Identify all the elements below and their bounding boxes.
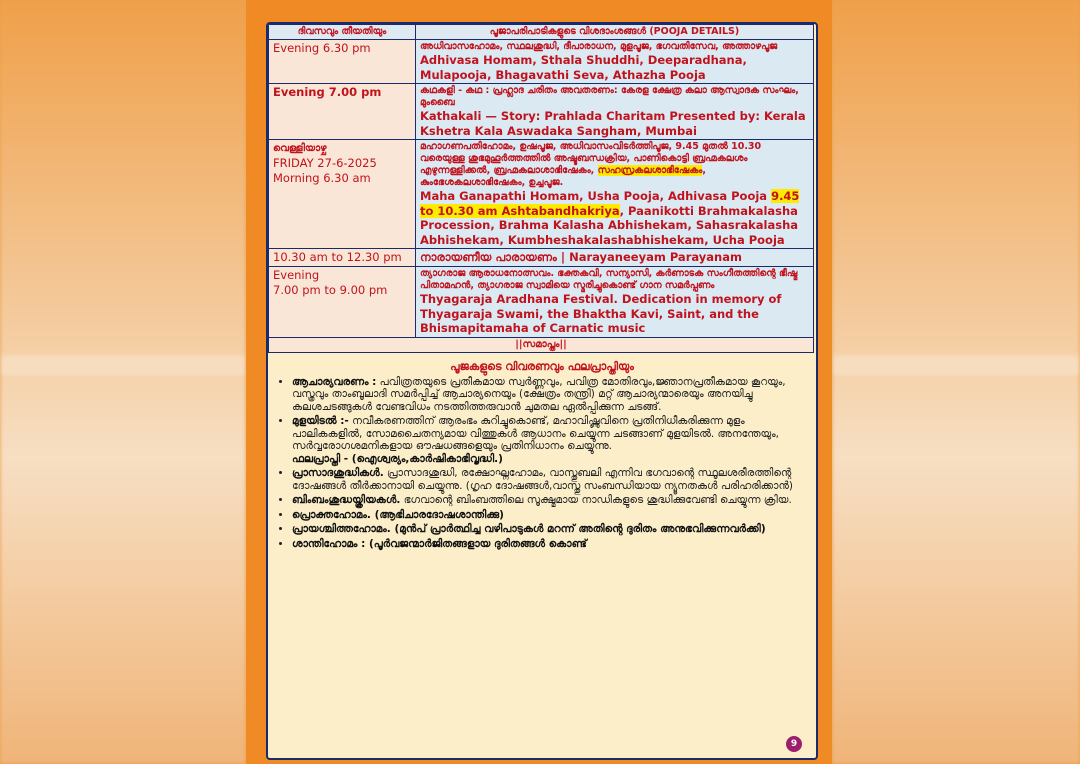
table-row xyxy=(269,249,814,267)
row-details xyxy=(416,140,814,249)
benefits-list xyxy=(276,376,808,551)
item-heading: മുളയിടൽ :- xyxy=(292,415,349,427)
schedule-sheet xyxy=(266,22,818,760)
table-row xyxy=(269,267,814,338)
item-text: നവീകരണത്തിന് ആരംഭം കുറിച്ചുകൊണ്ട്, മഹാവിഷ്ണുവിനെ പ്രതിനിധീകരിക്കുന്ന മുളം പാലികകളിൽ, സോമചൈതന്യമായ വിത്തുകൾ ആധാനം ചെയ്യുന്ന ചടങ്ങാണ് മുളയിടൽ. അനന്തേയും, സർവ്വരോഗശമനികളായ ഔഷധങ്ങളെയും പ്രതിനിധാനം ചെയ്യുന്നു. xyxy=(292,415,779,452)
detail-malayalam: കഥകളി - കഥ : പ്രഹ്ലാദ ചരിതം അവതരണം: കേരള ക്ഷേത്ര കലാ ആസ്വാദക സംഘം, മുംബൈ xyxy=(420,85,799,108)
table-end-row xyxy=(269,337,814,352)
time-line: FRIDAY 27-6-2025 xyxy=(273,156,377,170)
list-item xyxy=(292,494,808,507)
row-details xyxy=(416,249,814,267)
table-row xyxy=(269,84,814,140)
item-text: പ്രാസാദശുദ്ധി, രക്ഷോഘ്നഹോമം, വാസ്തുബലി എന്നിവ ഭഗവാന്റെ സ്ഥൂലശരീരത്തിന്റെ ദോഷങ്ങൾ തീർക്കാനായി ചെയ്യുന്നു. (ഗൃഹ ദോഷങ്ങൾ,വാസ്തു സംബന്ധിയായ ന്യൂനതകൾ പരിഹരിക്കാൻ) xyxy=(292,467,794,492)
background-band xyxy=(0,355,246,375)
row-details xyxy=(416,267,814,338)
table-header-row xyxy=(269,25,814,40)
row-time xyxy=(269,40,416,84)
item-text: ഭഗവാന്റെ ബിംബത്തിലെ സൂക്ഷ്മമായ നാഡികളുടെ ശുദ്ധിക്കുവേണ്ടി ചെയ്യുന്ന ക്രിയ. xyxy=(400,494,792,506)
row-time xyxy=(269,84,416,140)
item-heading: പ്രായശ്ചിത്തഹോമം. (മുൻപ് പ്രാർത്ഥിച്ച വഴിപാടുകൾ മറന്ന് അതിന്റെ ദുരിതം അനുഭവിക്കുന്നവർക്കി) xyxy=(292,523,766,535)
detail-english: Thyagaraja Aradhana Festival. Dedication in memory of Thyagaraja Swami, the Bhaktha Kavi, Saint, and the Bhismapitamaha of Carnatic music xyxy=(420,292,782,335)
list-item xyxy=(292,467,808,492)
item-heading: ശാന്തിഹോമം : (പൂർവജന്മാർജിതങ്ങളായ ദുരിതങ്ങൾ കൊണ്ട് xyxy=(292,537,587,550)
benefits-title: പൂജകളുടെ വിവരണവും ഫലപ്രാപ്തിയും xyxy=(450,359,634,373)
detail-malayalam: ത്യാഗരാജ ആരാധനോത്സവം. ഭക്തകവി, സന്യാസി, കർണാടക സംഗീതത്തിന്റെ ഭീഷ്മ പിതാമഹൻ, ത്യാഗരാജ സ്വാമിയെ സ്മരിച്ചുകൊണ്ട് ഗാന സമർപ്പണം xyxy=(420,268,798,291)
detail-malayalam: അധിവാസഹോമം, സ്ഥലശുദ്ധി, ദീപാരാധന, മുളപൂജ, ഭഗവതിസേവ, അത്താഴപൂജ xyxy=(420,41,778,52)
list-item xyxy=(292,376,808,414)
detail-single: നാരായണീയ പാരായണം | Narayaneeyam Parayanam xyxy=(420,250,742,264)
highlighted-text: സഹസ്രകലശാഭിഷേകം xyxy=(597,165,703,176)
item-extra: ഫലപ്രാപ്തി - (ഐശ്വര്യം,കാർഷികാഭിവൃദ്ധി.) xyxy=(292,452,503,465)
list-item xyxy=(292,523,808,536)
list-item xyxy=(292,415,808,465)
time-line: Evening 6.30 pm xyxy=(273,41,371,55)
item-text: പവിത്രതയുടെ പ്രതീകമായ സ്വർണ്ണവും, പവിത്ര മോതിരവും,ജ്ഞാനപ്രതീകമായ കൂറയും, വസ്ത്രവും താംബൂലാദി സമർപ്പിച്ച് ആചാര്യനെയും (ക്ഷേത്രം തന്ത്രി) മറ്റ് ആചാര്യന്മാരെയും അനയിച്ചു കലശചടങ്ങുകൾ വേണ്ടവിധം നടത്തിത്തരുവാൻ ചുമതല ഏൽപ്പിക്കുന്ന ചടങ്ങ്. xyxy=(292,375,786,413)
time-line: 10.30 am to 12.30 pm xyxy=(273,250,402,264)
row-time xyxy=(269,267,416,338)
header-details: പൂജാപരിപാടികളുടെ വിശദാംശങ്ങൾ (POOJA DETAILS) xyxy=(416,25,814,40)
document-page xyxy=(246,0,832,764)
row-time xyxy=(269,140,416,249)
detail-english: Kathakali — Story: Prahlada Charitam Presented by: Kerala Kshetra Kala Aswadaka Sangham, Mumbai xyxy=(420,109,806,138)
item-heading: പ്രൊക്തഹോമം. (ആഭിചാരദോഷശാന്തിക്കു) xyxy=(292,508,504,521)
time-line: Evening 7.00 pm xyxy=(273,85,382,99)
schedule-table xyxy=(268,24,814,353)
list-item xyxy=(292,509,808,522)
detail-text: , കുംഭേശകലശാഭിഷേകം, ഉച്ചപൂജ. xyxy=(420,165,706,188)
header-date: ദിവസവും തീയതിയും xyxy=(269,25,416,40)
detail-text: Maha Ganapathi Homam, Usha Pooja, Adhivasa Pooja xyxy=(420,189,768,203)
background-band xyxy=(832,355,1080,375)
time-line: Evening xyxy=(273,268,320,282)
detail-english xyxy=(420,189,809,247)
row-details xyxy=(416,84,814,140)
row-time xyxy=(269,249,416,267)
background-right xyxy=(832,0,1080,764)
detail-text: , Paanikotti Brahmakalasha Procession, Brahma Kalasha Abhishekam, Sahasrakalasha Abhishekam, Kumbheshakalashabhishekam, Ucha Pooja xyxy=(420,203,799,247)
time-line: 7.00 pm to 9.00 pm xyxy=(273,283,388,297)
item-heading: ബിംബംശുദ്ധയ്ക്രിയകൾ. xyxy=(292,494,401,506)
page-number: 9 xyxy=(786,736,802,752)
benefits-section xyxy=(268,353,816,551)
row-details xyxy=(416,40,814,84)
list-item xyxy=(292,538,808,551)
background-left xyxy=(0,0,246,764)
time-line: Morning 6.30 am xyxy=(273,171,371,185)
time-line: വെള്ളിയാഴ്ച xyxy=(273,143,327,154)
item-heading: പ്രാസാദശുദ്ധികൾ. xyxy=(292,467,384,479)
table-row xyxy=(269,40,814,84)
detail-text: മഹാഗണപതിഹോമം, ഉഷപൂജ, അധിവാസംവിടർത്തിപൂജ, 9.45 മുതൽ 10.30 വരെയുള്ള ശുഭമുഹൂർത്തത്തിൽ അഷ്ടബന്ധക്രിയ, പാണികൊട്ടി ബ്രഹ്മകലശം എഴുന്നള്ളിക്കൽ, ബ്രഹ്മകലാശാഭിഷേകം, xyxy=(420,141,762,176)
detail-english: Adhivasa Homam, Sthala Shuddhi, Deeparadhana, Mulapooja, Bhagavathi Seva, Athazha Pooja xyxy=(420,53,747,82)
item-heading: ആചാര്യവരണം : xyxy=(292,375,377,388)
end-label: ||സമാപ്തം|| xyxy=(269,337,814,352)
detail-malayalam xyxy=(420,141,809,189)
highlighted-text: 9.45 to 10.30 am Ashtabandhakriya xyxy=(420,189,800,218)
table-row xyxy=(269,140,814,249)
